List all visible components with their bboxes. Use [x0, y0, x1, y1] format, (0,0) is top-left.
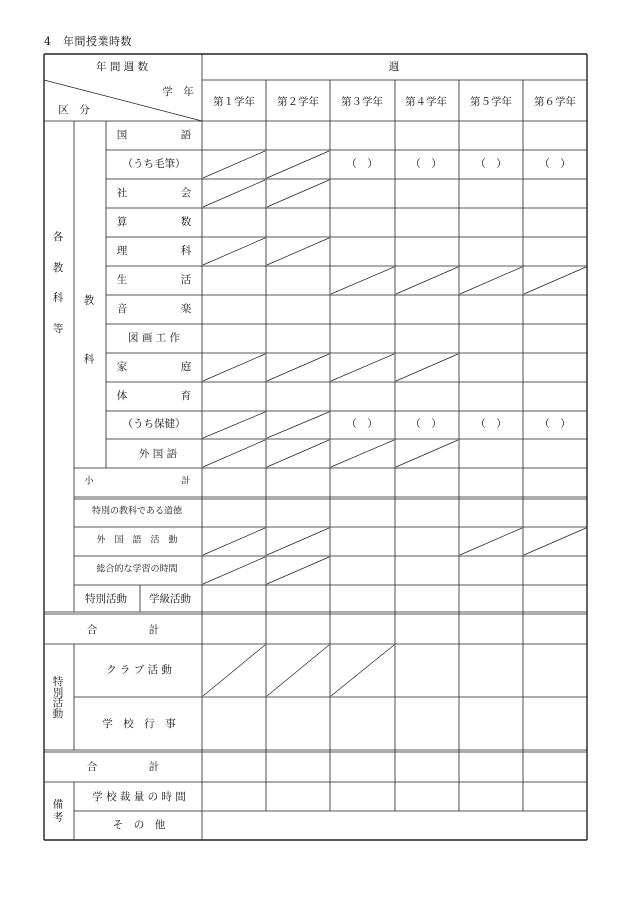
na-diagonal: [203, 412, 265, 438]
subject-katei-a: 家: [116, 360, 128, 373]
na-diagonal: [331, 645, 394, 696]
subject-kokugo-sub: （うち毛筆）: [122, 157, 186, 170]
grade-header-6: 第６学年: [534, 95, 576, 108]
subject-sansu-b: 数: [180, 215, 192, 228]
paren-taiiku-g3: （ ）: [346, 417, 378, 430]
na-diagonal: [203, 645, 265, 696]
subject-shakai-a: 社: [116, 186, 128, 199]
na-diagonal: [267, 557, 329, 584]
na-diagonal: [267, 238, 329, 265]
paren-kokugo-g5: （ ）: [475, 157, 507, 170]
grade-header-1: 第１学年: [213, 95, 255, 108]
na-diagonal: [331, 267, 394, 294]
subject-kokugo-b: 語: [180, 128, 192, 141]
document-title: 4 年間授業時数: [44, 35, 132, 48]
school-events-label: 学 校 行 事: [102, 717, 176, 730]
paren-kokugo-g6: （ ）: [539, 157, 571, 170]
na-diagonal: [203, 440, 265, 467]
total-2-label-a: 合: [86, 760, 98, 773]
grade-corner-label: 学 年: [162, 85, 194, 98]
other-label: そ の 他: [112, 818, 166, 831]
total-1-label-a: 合: [86, 623, 98, 636]
na-diagonal: [203, 528, 265, 555]
na-diagonal: [203, 354, 265, 381]
grade-header-4: 第４学年: [405, 95, 447, 108]
na-diagonal: [267, 440, 329, 467]
na-diagonal: [460, 528, 522, 555]
paren-taiiku-g6: （ ）: [539, 417, 571, 430]
subject-zuga: 図 画 工 作: [127, 331, 181, 344]
na-diagonal: [203, 151, 265, 178]
na-diagonal: [331, 440, 394, 467]
na-diagonal: [203, 238, 265, 265]
na-diagonal: [267, 645, 329, 696]
na-diagonal: [267, 528, 329, 555]
total-1-label-b: 計: [148, 623, 160, 636]
tokubetsu-katsudo-label: 特 別 活 動: [52, 676, 64, 720]
na-diagonal: [267, 180, 329, 207]
na-diagonal: [396, 440, 458, 467]
annual-weeks-header: 年 間 週 数: [95, 60, 149, 73]
subtotal-label-b: 計: [181, 476, 191, 487]
na-diagonal: [267, 354, 329, 381]
na-diagonal: [203, 557, 265, 584]
biko-label: 備 考: [52, 798, 64, 823]
foreign-activity-label: 外 国 語 活 動: [96, 535, 178, 546]
subject-taiiku-sub: （うち保健）: [122, 417, 186, 430]
na-diagonal: [267, 151, 329, 178]
subject-taiiku-b: 育: [180, 389, 192, 402]
school-discretion-label: 学 校 裁 量 の 時 間: [92, 790, 186, 803]
na-diagonal: [396, 354, 458, 381]
moral-label: 特別の教科である道徳: [91, 506, 183, 517]
paren-taiiku-g5: （ ）: [475, 417, 507, 430]
paren-taiiku-g4: （ ）: [410, 417, 442, 430]
na-diagonal: [524, 267, 586, 294]
integrated-study-label: 総合的な学習の時間: [96, 564, 178, 575]
subject-rika-b: 科: [180, 244, 192, 257]
na-diagonal: [460, 267, 522, 294]
group-kyoka-label: 教 科: [83, 294, 95, 365]
subject-ongaku-a: 音: [116, 302, 128, 315]
subject-gaikokugo: 外 国 語: [138, 447, 178, 460]
grade-header-5: 第５学年: [470, 95, 512, 108]
class-activity-label: 学級活動: [149, 592, 191, 605]
na-diagonal: [203, 180, 265, 207]
subject-ongaku-b: 楽: [180, 302, 192, 315]
paren-kokugo-g4: （ ）: [410, 157, 442, 170]
subject-seikatsu-b: 活: [180, 273, 192, 286]
subject-shakai-b: 会: [180, 186, 192, 199]
grade-header-3: 第３学年: [341, 95, 383, 108]
subject-kokugo-a: 国: [116, 128, 128, 141]
subject-taiiku-a: 体: [116, 389, 128, 402]
na-diagonal: [396, 267, 458, 294]
subject-seikatsu-a: 生: [116, 273, 128, 286]
subject-sansu-a: 算: [116, 215, 128, 228]
subject-katei-b: 庭: [180, 360, 192, 373]
grade-header-2: 第２学年: [277, 95, 319, 108]
na-diagonal: [524, 528, 586, 555]
total-2-label-b: 計: [148, 760, 160, 773]
group-kakukyoka-label: 各 教 科 等: [52, 231, 64, 335]
subtotal-label-a: 小: [84, 476, 94, 487]
special-activity-label: 特別活動: [85, 592, 127, 605]
na-diagonal: [267, 412, 329, 438]
paren-kokugo-g3: （ ）: [346, 157, 378, 170]
na-diagonal: [331, 354, 394, 381]
week-header: 週: [388, 60, 400, 73]
division-corner-label: 区 分: [58, 103, 90, 116]
subject-rika-a: 理: [116, 244, 128, 257]
club-activity-label: ク ラ ブ 活 動: [106, 663, 172, 676]
